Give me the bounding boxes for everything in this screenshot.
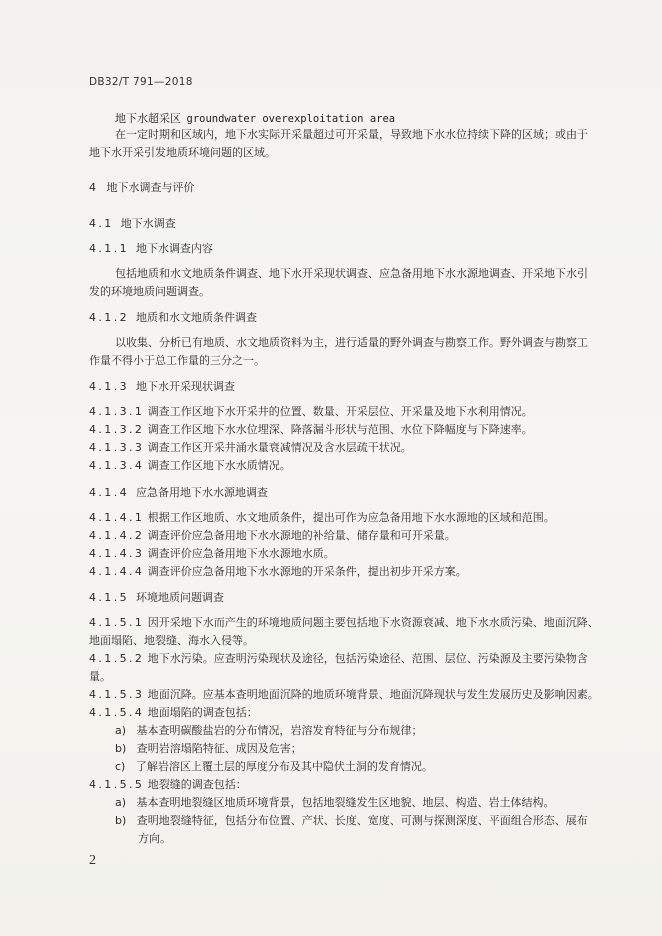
s4152-line1: 4.1.5.2 地下水污染。应查明污染现状及途径，包括污染途径、范围、层位、污染源及主要污染物含 [89, 652, 588, 665]
section-4-1-4-heading: 4.1.4 应急备用地下水水源地调查 [89, 486, 268, 499]
list-item: 4.1.4.4 调查评价应急备用地下水水源地的开采条件，提出初步开采方案。 [89, 565, 467, 578]
list-item: 4.1.4.3 调查评价应急备用地下水水源地水质。 [89, 547, 335, 560]
section-4-1-2-heading: 4.1.2 地质和水文地质条件调查 [89, 311, 257, 324]
term-definition-line1: 在一定时期和区域内，地下水实际开采量超过可开采量，导致地下水水位持续下降的区域；或由于 [115, 128, 588, 141]
list-item: b) 查明岩溶塌陷特征、成因及危害； [115, 742, 302, 755]
standard-code-header: DB32/T 791—2018 [89, 76, 193, 88]
list-item: 4.1.3.4 调查工作区地下水水质情况。 [89, 459, 291, 472]
s412-line2: 作量不得小于总工作量的三分之一。 [89, 354, 265, 367]
list-item: a) 基本查明地裂缝区地质环境背景，包括地裂缝发生区地貌、地层、构造、岩土体结构。 [115, 796, 555, 809]
section-4-1-5-heading: 4.1.5 环境地质问题调查 [89, 591, 224, 604]
s4152-line2: 量。 [89, 670, 111, 683]
s411-line2: 发的环境地质问题调查。 [89, 285, 210, 298]
page-number: 2 [89, 853, 96, 868]
section-4-1-3-heading: 4.1.3 地下水开采现状调查 [89, 380, 235, 393]
list-item: c) 了解岩溶区上覆土层的厚度分布及其中隐伏土洞的发育情况。 [115, 760, 433, 773]
s411-line1: 包括地质和水文地质条件调查、地下水开采现状调查、应急备用地下水水源地调查、开采地下水引 [115, 267, 588, 280]
term-en: groundwater overexploitation area [186, 113, 396, 125]
list-item: 4.1.4.1 根据工作区地质、水文地质条件，提出可作为应急备用地下水水源地的区域和范围。 [89, 511, 555, 524]
list-item: 4.1.3.2 调查工作区地下水水位埋深、降落漏斗形状与范围、水位下降幅度与下降速率。 [89, 423, 533, 436]
s4154-line: 4.1.5.4 地面塌陷的调查包括： [89, 706, 258, 719]
term-definition-line2: 地下水开采引发地质环境问题的区域。 [89, 146, 276, 159]
s412-line1: 以收集、分析已有地质、水文地质资料为主，进行适量的野外调查与勘察工作。野外调查与勘察工 [115, 336, 588, 349]
list-item: 4.1.3.3 调查工作区开采井涌水量衰减情况及含水层疏干状况。 [89, 441, 412, 454]
list-item: a) 基本查明碳酸盐岩的分布情况，岩溶发育特征与分布规律； [115, 724, 423, 737]
s4155-line: 4.1.5.5 地裂缝的调查包括： [89, 778, 247, 791]
list-item: 4.1.3.1 调查工作区地下水开采井的位置、数量、开采层位、开采量及地下水利用情况。 [89, 405, 533, 418]
section-4-heading: 4 地下水调查与评价 [89, 181, 195, 194]
section-4-1-1-heading: 4.1.1 地下水调查内容 [89, 242, 213, 255]
s4151-line2: 地面塌陷、地裂缝、海水入侵等。 [89, 634, 254, 647]
list-item: 4.1.4.2 调查评价应急备用地下水水源地的补给量、储存量和可开采量。 [89, 529, 456, 542]
list-item-continuation: 方向。 [138, 832, 171, 845]
section-4-1-heading: 4.1 地下水调查 [89, 217, 176, 230]
term-zh: 地下水超采区 [115, 112, 181, 125]
s4153-line: 4.1.5.3 地面沉降。应基本查明地面沉降的地质环境背景、地面沉降现状与发生发展历史及影响因素。 [89, 688, 599, 701]
list-item: b) 查明地裂缝特征，包括分布位置、产状、长度、宽度、可测与探测深度、平面组合形态、展布 [115, 814, 588, 827]
term-heading [115, 110, 395, 126]
s4151-line1: 4.1.5.1 因开采地下水而产生的环境地质问题主要包括地下水资源衰减、地下水水质污染、地面沉降、 [89, 616, 599, 629]
